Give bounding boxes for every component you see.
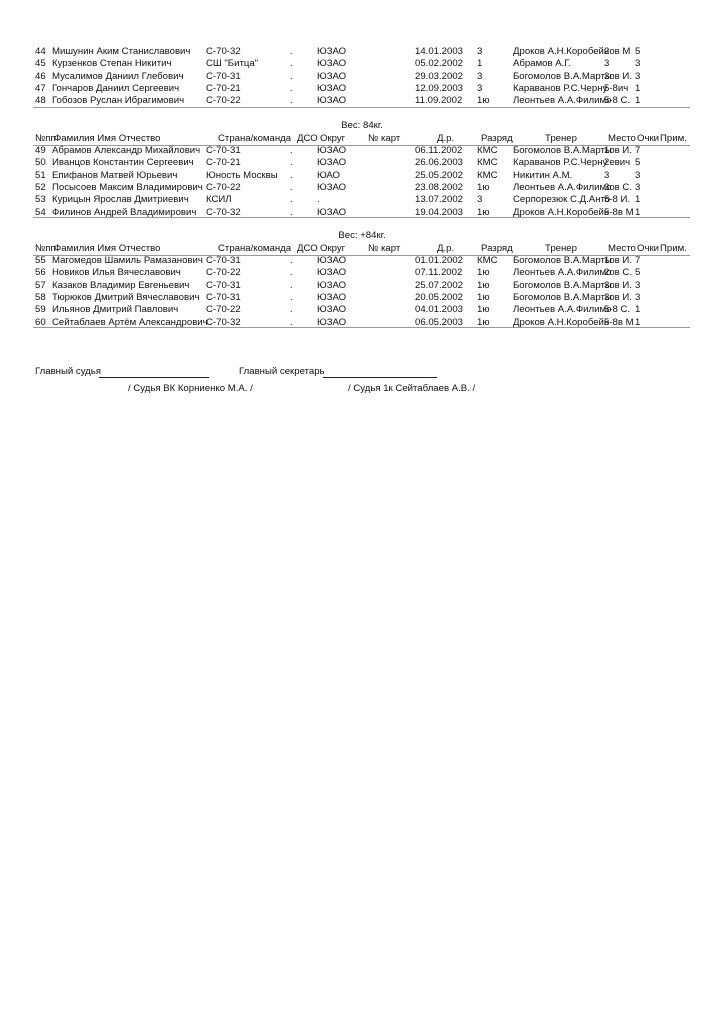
table-row	[0, 170, 724, 182]
cell-team: С-70-21	[206, 82, 241, 94]
cell-place: 1ов И.	[604, 145, 632, 156]
cell-dr: 25.07.2002	[415, 279, 464, 291]
cell-dso: .	[290, 267, 293, 279]
cell-dr: 19.04.2003	[415, 206, 464, 218]
cell-place: 3	[604, 169, 610, 181]
section-divider	[33, 217, 690, 218]
cell-name: Ильянов Дмитрий Павлович	[52, 304, 179, 316]
cell-num: 57	[35, 279, 46, 291]
cell-dso: .	[290, 316, 293, 328]
cell-pts: 1	[635, 304, 641, 316]
table-header-84	[0, 133, 724, 145]
cell-team: С-70-22	[206, 95, 241, 107]
cell-name: Казаков Владимир Евгеньевич	[52, 279, 190, 291]
col-header-num: №пп	[35, 243, 56, 254]
table-row	[0, 71, 724, 83]
cell-name: Посысоев Максим Владимирович	[52, 181, 203, 193]
cell-place: 3ов И.	[604, 70, 632, 82]
cell-okrug: ЮЗАО	[317, 145, 347, 156]
cell-name: Курицын Ярослав Дмитриевич	[52, 194, 189, 206]
cell-team: С-70-22	[206, 304, 241, 316]
table-row	[0, 182, 724, 194]
table-row	[0, 304, 724, 316]
cell-dr: 01.01.2002	[415, 255, 464, 266]
cell-dso: .	[290, 58, 293, 70]
cell-place: 5-8 С.	[604, 95, 631, 107]
cell-dr: 23.08.2002	[415, 181, 464, 193]
cell-rank: 1	[477, 58, 483, 70]
cell-place: 5-8в М	[604, 206, 634, 218]
cell-okrug: ЮЗАО	[317, 82, 347, 94]
cell-okrug: ЮЗАО	[317, 279, 347, 291]
table-row	[0, 194, 724, 206]
cell-name: Иванцов Константин Сергеевич	[52, 157, 194, 169]
section-divider	[33, 327, 690, 328]
cell-rank: 1ю	[477, 181, 490, 193]
cell-dso: .	[290, 82, 293, 94]
cell-dr: 04.01.2003	[415, 304, 464, 316]
col-header-coach: Тренер	[545, 133, 577, 144]
cell-rank: 1ю	[477, 95, 490, 107]
cell-okrug: ЮЗАО	[317, 267, 347, 279]
col-header-team: Страна/команда	[218, 133, 292, 144]
cell-team: С-70-22	[206, 181, 241, 193]
cell-okrug: ЮЗАО	[317, 304, 347, 316]
cell-num: 53	[35, 194, 46, 206]
cell-dr: 12.09.2003	[415, 82, 464, 94]
cell-dso: .	[290, 206, 293, 218]
col-header-pts: Очки	[637, 243, 660, 254]
cell-pts: 3	[635, 58, 641, 70]
col-header-num: №пп	[35, 133, 56, 144]
cell-dso: .	[290, 304, 293, 316]
cell-team: С-70-31	[206, 279, 241, 291]
cell-place: 3ов И.	[604, 291, 632, 303]
cell-name: Курзенков Степан Никитич	[52, 58, 172, 70]
col-header-dr: Д.р.	[437, 133, 455, 144]
cell-dso: .	[290, 255, 293, 266]
cell-team: Юность Москвы	[206, 169, 278, 181]
table-row	[0, 280, 724, 292]
col-header-okrug: Округ	[320, 243, 346, 254]
cell-coach: Дроков А.Н.Коробейн	[513, 206, 610, 218]
cell-okrug: ЮЗАО	[317, 157, 347, 169]
col-header-place: Место	[608, 133, 636, 144]
cell-dr: 07.11.2002	[415, 267, 463, 279]
cell-coach: Богомолов В.А.Марты	[513, 279, 612, 291]
cell-dr: 25.05.2002	[415, 169, 464, 181]
table-row	[0, 46, 724, 58]
cell-dso: .	[290, 157, 293, 169]
cell-num: 55	[35, 255, 46, 266]
cell-place: 2ов М	[604, 46, 631, 57]
cell-rank: КМС	[477, 145, 498, 156]
cell-team: СШ "Битца"	[206, 58, 259, 70]
cell-team: С-70-31	[206, 291, 241, 303]
cell-okrug: ЮЗАО	[317, 206, 347, 218]
cell-okrug: ЮЗАО	[317, 46, 347, 57]
cell-okrug: .	[317, 194, 320, 206]
cell-pts: 1	[635, 95, 641, 107]
cell-pts: 5	[635, 267, 641, 279]
cell-dso: .	[290, 181, 293, 193]
cell-dso: .	[290, 145, 293, 156]
chief-secretary-label: Главный секретарь	[239, 366, 325, 377]
col-header-rank: Разряд	[481, 133, 513, 144]
cell-coach: Леонтьев А.А.Филимо	[513, 267, 612, 279]
col-header-dr: Д.р.	[437, 243, 455, 254]
cell-num: 52	[35, 181, 46, 193]
cell-dr: 26.06.2003	[415, 157, 464, 169]
cell-name: Гобозов Руслан Ибрагимович	[52, 95, 185, 107]
cell-team: С-70-31	[206, 255, 241, 266]
cell-pts: 1	[635, 194, 641, 206]
cell-num: 47	[35, 82, 46, 94]
cell-team: С-70-32	[206, 46, 241, 57]
cell-rank: 3	[477, 70, 483, 82]
col-header-dso: ДСО	[297, 133, 318, 144]
cell-rank: 1ю	[477, 206, 490, 218]
cell-coach: Никитин А.М.	[513, 169, 573, 181]
weight-class-title-84plus: Вес: +84кг.	[338, 230, 386, 241]
table-header-84plus	[0, 243, 724, 255]
col-header-team: Страна/команда	[218, 243, 292, 254]
table-row	[0, 83, 724, 95]
cell-name: Гончаров Даниил Сергеевич	[52, 82, 180, 94]
cell-num: 56	[35, 267, 46, 279]
cell-pts: 7	[635, 255, 641, 266]
cell-okrug: ЮАО	[317, 169, 341, 181]
table-row	[0, 95, 724, 107]
cell-dr: 14.01.2003	[415, 46, 464, 57]
cell-rank: 1ю	[477, 279, 490, 291]
cell-dso: .	[290, 46, 293, 57]
cell-dr: 06.05.2003	[415, 316, 464, 328]
cell-team: КСИЛ	[206, 194, 232, 206]
cell-num: 59	[35, 304, 46, 316]
col-header-coach: Тренер	[545, 243, 577, 254]
table-row	[0, 292, 724, 304]
cell-okrug: ЮЗАО	[317, 316, 347, 328]
cell-coach: Богомолов В.А.Марты	[513, 255, 612, 266]
cell-num: 58	[35, 291, 46, 303]
cell-pts: 3	[635, 169, 641, 181]
cell-pts: 1	[635, 316, 641, 328]
table-row	[0, 267, 724, 279]
cell-name: Тюрюков Дмитрий Вячеславович	[52, 291, 200, 303]
col-header-name: Фамилия Имя Отчество	[54, 133, 161, 144]
cell-rank: КМС	[477, 169, 498, 181]
chief-secretary-signature-line	[323, 377, 437, 378]
cell-dr: 06.11.2002	[415, 145, 463, 156]
cell-name: Новиков Илья Вячеславович	[52, 267, 181, 279]
cell-dso: .	[290, 95, 293, 107]
cell-place: 3ов С.	[604, 181, 633, 193]
cell-dso: .	[290, 291, 293, 303]
cell-coach: Абрамов А.Г.	[513, 58, 572, 70]
cell-num: 60	[35, 316, 46, 328]
cell-rank: КМС	[477, 157, 498, 169]
cell-place: 2евич	[604, 157, 631, 169]
cell-okrug: ЮЗАО	[317, 58, 347, 70]
section-divider	[33, 107, 690, 108]
cell-dso: .	[290, 279, 293, 291]
cell-rank: 3	[477, 82, 483, 94]
cell-num: 48	[35, 95, 46, 107]
cell-place: 1ов И.	[604, 255, 632, 266]
table-row	[0, 58, 724, 70]
cell-rank: 1ю	[477, 304, 490, 316]
cell-name: Магомедов Шамиль Рамазанович	[52, 255, 203, 266]
cell-team: С-70-22	[206, 267, 241, 279]
cell-pts: 5	[635, 46, 641, 57]
cell-okrug: ЮЗАО	[317, 95, 347, 107]
col-header-rank: Разряд	[481, 243, 513, 254]
cell-coach: Караванов Р.С.Черну	[513, 157, 608, 169]
cell-pts: 1	[635, 206, 641, 218]
cell-place: 5-8в М	[604, 316, 634, 328]
cell-num: 51	[35, 169, 46, 181]
cell-rank: КМС	[477, 255, 498, 266]
cell-coach: Леонтьев А.А.Филимо	[513, 95, 612, 107]
table-row	[0, 157, 724, 169]
cell-rank: 1ю	[477, 291, 490, 303]
cell-place: 5-8 С.	[604, 304, 631, 316]
weight-class-title-84: Вес: 84кг.	[341, 120, 383, 131]
cell-name: Мусалимов Даниил Глебович	[52, 70, 184, 82]
cell-team: С-70-21	[206, 157, 241, 169]
cell-num: 45	[35, 58, 46, 70]
col-header-pts: Очки	[637, 133, 660, 144]
chief-judge-signature-line	[99, 377, 209, 378]
cell-pts: 3	[635, 181, 641, 193]
cell-okrug: ЮЗАО	[317, 181, 347, 193]
cell-rank: 3	[477, 194, 483, 206]
cell-pts: 3	[635, 291, 641, 303]
cell-coach: Серпорезюк С.Д.Анто	[513, 194, 611, 206]
cell-rank: 1ю	[477, 316, 490, 328]
cell-dr: 29.03.2002	[415, 70, 464, 82]
col-header-dso: ДСО	[297, 243, 318, 254]
cell-coach: Богомолов В.А.Марты	[513, 70, 612, 82]
cell-num: 44	[35, 46, 46, 57]
cell-okrug: ЮЗАО	[317, 70, 347, 82]
cell-place: 5-8 И.	[604, 194, 631, 206]
cell-place: 3ов И.	[604, 279, 632, 291]
cell-dr: 20.05.2002	[415, 291, 464, 303]
cell-okrug: ЮЗАО	[317, 255, 347, 266]
cell-num: 49	[35, 145, 46, 156]
col-header-note: Прим.	[660, 243, 687, 254]
cell-dso: .	[290, 194, 293, 206]
cell-num: 46	[35, 70, 46, 82]
cell-coach: Леонтьев А.А.Филимо	[513, 181, 612, 193]
cell-dr: 11.09.2002	[415, 95, 463, 107]
cell-okrug: ЮЗАО	[317, 291, 347, 303]
cell-pts: 1	[635, 82, 641, 94]
col-header-okrug: Округ	[320, 133, 346, 144]
cell-dr: 05.02.2002	[415, 58, 464, 70]
cell-coach: Караванов Р.С.Черну	[513, 82, 608, 94]
col-header-name: Фамилия Имя Отчество	[54, 243, 161, 254]
cell-coach: Богомолов В.А.Марты	[513, 145, 612, 156]
chief-secretary-name: / Судья 1к Сейтаблаев А.В. /	[348, 383, 476, 394]
cell-dr: 13.07.2002	[415, 194, 464, 206]
cell-place: 3	[604, 58, 610, 70]
cell-name: Мишунин Аким Станиславович	[52, 46, 191, 57]
cell-coach: Леонтьев А.А.Филимо	[513, 304, 612, 316]
cell-dso: .	[290, 70, 293, 82]
table-row	[0, 255, 724, 267]
col-header-kart: № карт	[368, 243, 401, 254]
cell-rank: 1ю	[477, 267, 490, 279]
cell-pts: 3	[635, 70, 641, 82]
chief-judge-label: Главный судья	[35, 366, 101, 377]
cell-rank: 3	[477, 46, 483, 57]
table-row	[0, 145, 724, 157]
col-header-kart: № карт	[368, 133, 401, 144]
cell-team: С-70-31	[206, 145, 241, 156]
cell-num: 50	[35, 157, 46, 169]
cell-coach: Богомолов В.А.Марты	[513, 291, 612, 303]
cell-place: 5-8ич	[604, 82, 629, 94]
cell-team: С-70-32	[206, 316, 241, 328]
cell-team: С-70-32	[206, 206, 241, 218]
cell-place: 2ов С.	[604, 267, 633, 279]
cell-name: Сейтаблаев Артём Александрович	[52, 316, 208, 328]
cell-pts: 5	[635, 157, 641, 169]
cell-name: Филинов Андрей Владимирович	[52, 206, 197, 218]
col-header-place: Место	[608, 243, 636, 254]
cell-coach: Дроков А.Н.Коробейн	[513, 46, 610, 57]
cell-num: 54	[35, 206, 46, 218]
cell-team: С-70-31	[206, 70, 241, 82]
cell-pts: 3	[635, 279, 641, 291]
cell-name: Абрамов Александр Михайлович	[52, 145, 201, 156]
cell-dso: .	[290, 169, 293, 181]
chief-judge-name: / Судья ВК Корниенко М.А. /	[128, 383, 253, 394]
cell-coach: Дроков А.Н.Коробейн	[513, 316, 610, 328]
cell-pts: 7	[635, 145, 641, 156]
col-header-note: Прим.	[660, 133, 687, 144]
cell-name: Епифанов Матвей Юрьевич	[52, 169, 178, 181]
